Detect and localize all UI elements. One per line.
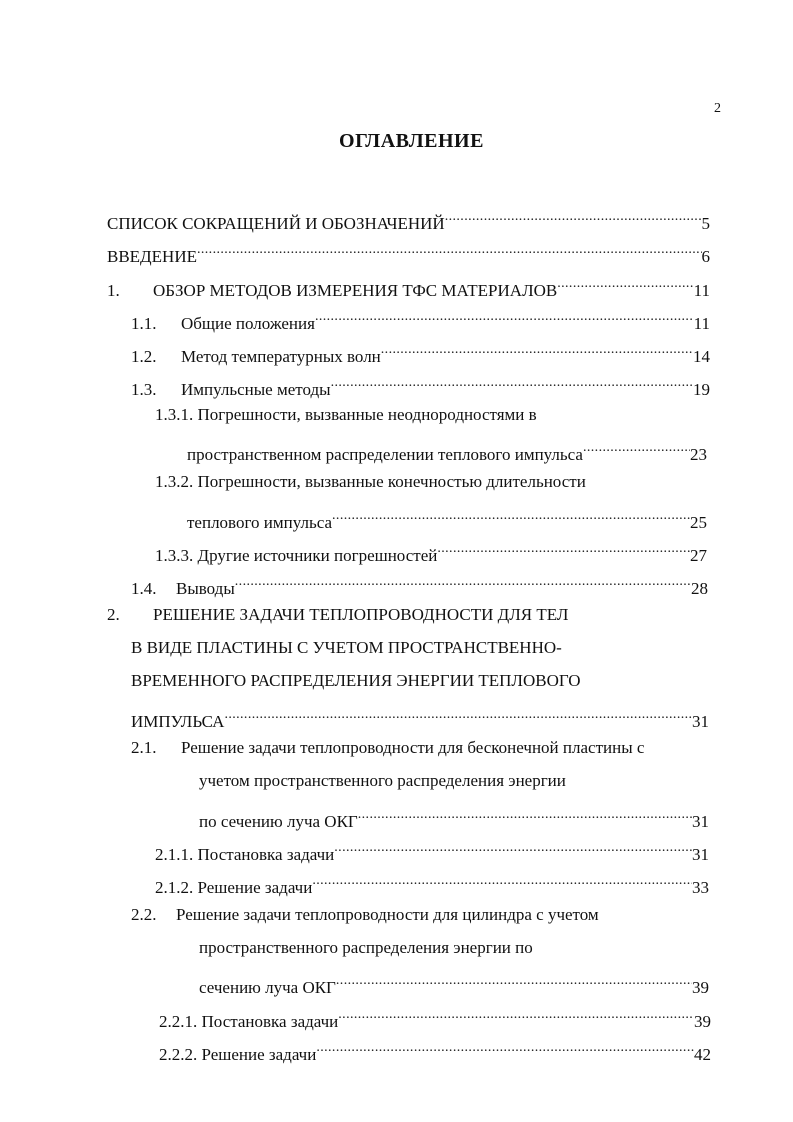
toc-entry-text: СПИСОК СОКРАЩЕНИЙ И ОБОЗНАЧЕНИЙ [107,214,445,233]
toc-entry-section-1-3-1[interactable] [187,436,707,464]
toc-page-number: 33 [692,878,709,897]
dot-leader [336,969,692,993]
toc-entry-text: теплового импульса [187,513,333,532]
toc-entry-text: ОБЗОР МЕТОДОВ ИЗМЕРЕНИЯ ТФС МАТЕРИАЛОВ [153,281,558,300]
toc-entry-text: Метод температурных волн [181,347,381,366]
toc-entry-text: ИМПУЛЬСА [131,712,225,731]
toc-entry-section-2-1-number: 2.1. [131,738,157,757]
toc-entry-section-2-2-2[interactable] [159,1036,711,1064]
toc-page-number: 6 [701,247,710,266]
dot-leader [358,803,692,827]
toc-page-number: 28 [691,579,708,598]
dot-leader [334,836,692,860]
dot-leader [224,703,692,727]
toc-entry-text: пространственном распределении теплового импульса [187,445,583,464]
toc-entry-text: 2.2.2. Решение задачи [159,1045,317,1064]
toc-entry-text: сечению луча ОКГ [199,978,336,997]
toc-entry-number: 1.4. [131,579,157,598]
dot-leader [557,272,693,296]
dot-leader [437,537,690,561]
toc-entry-section-2-2-1[interactable] [159,1003,711,1031]
toc-page-number: 23 [690,445,707,464]
dot-leader [197,238,702,262]
toc-entry-number: 1.1. [131,314,157,333]
toc-entry-section-2-1[interactable] [199,803,709,831]
toc-entry-section-1-3[interactable] [131,371,710,399]
toc-entry-text: 2.2.1. Постановка задачи [159,1012,339,1031]
toc-entry-text: по сечению луча ОКГ [199,812,358,831]
toc-page-number: 25 [690,513,707,532]
toc-page-number: 31 [692,712,709,731]
toc-entry-section-2-2-number: 2.2. [131,905,157,924]
dot-leader [316,1036,694,1060]
dot-leader [445,205,702,229]
toc-page-number: 14 [693,347,710,366]
toc-entry-chapter-2[interactable] [131,703,709,731]
dot-leader [381,338,693,362]
dot-leader [315,305,694,329]
toc-entry-number: 1.2. [131,347,157,366]
toc-page-number: 11 [693,314,710,333]
dot-leader [583,436,690,460]
toc-entry-chapter-2-line2[interactable]: В ВИДЕ ПЛАСТИНЫ С УЧЕТОМ ПРОСТРАНСТВЕННО- [131,638,562,657]
toc-entry-section-1-3-1-line1[interactable]: 1.3.1. Погрешности, вызванные неоднородностями в [155,405,537,424]
toc-entry-text: Общие положения [181,314,315,333]
toc-entry-number: 1.3. [131,380,157,399]
toc-entry-text: 1.3.3. Другие источники погрешностей [155,546,438,565]
toc-entry-section-1-4[interactable] [131,570,708,598]
toc-entry-text: 2.1.2. Решение задачи [155,878,313,897]
page-title: ОГЛАВЛЕНИЕ [339,130,484,152]
toc-entry-chapter-2-line3[interactable]: ВРЕМЕННОГО РАСПРЕДЕЛЕНИЯ ЭНЕРГИИ ТЕПЛОВОГО [131,671,581,690]
toc-page-number: 39 [694,1012,711,1031]
dot-leader [235,570,691,594]
toc-page-number: 42 [694,1045,711,1064]
toc-entry-number: 1. [107,281,120,300]
toc-page-number: 39 [692,978,709,997]
toc-entry-section-2-2[interactable] [199,969,709,997]
toc-entry-section-1-2[interactable] [131,338,710,366]
toc-entry-abbreviations[interactable] [107,205,710,233]
toc-entry-text: Импульсные методы [181,380,331,399]
toc-entry-section-2-2-line2[interactable]: пространственного распределения энергии по [199,938,533,957]
toc-entry-section-1-3-2[interactable] [187,504,707,532]
toc-entry-text: 2.1.1. Постановка задачи [155,845,335,864]
toc-entry-chapter-2-line1[interactable]: РЕШЕНИЕ ЗАДАЧИ ТЕПЛОПРОВОДНОСТИ ДЛЯ ТЕЛ [153,605,569,624]
toc-entry-section-2-1-line1[interactable]: Решение задачи теплопроводности для бесконечной пластины с [181,738,645,757]
toc-entry-section-2-1-2[interactable] [155,869,709,897]
dot-leader [332,504,690,528]
toc-page-number: 11 [693,281,710,300]
toc-page-number: 19 [693,380,710,399]
toc-entry-section-2-2-line1[interactable]: Решение задачи теплопроводности для цилиндра с учетом [176,905,599,924]
toc-entry-section-1-1[interactable] [131,305,710,333]
toc-entry-section-1-3-2-line1[interactable]: 1.3.2. Погрешности, вызванные конечностью длительности [155,472,586,491]
dot-leader [331,371,693,395]
toc-entry-chapter-1[interactable] [107,272,710,300]
toc-page-number: 31 [692,812,709,831]
page-number: 2 [714,101,721,116]
toc-entry-section-2-1-1[interactable] [155,836,709,864]
toc-entry-section-1-3-3[interactable] [155,537,707,565]
toc-page-number: 5 [701,214,710,233]
toc-entry-section-2-1-line2[interactable]: учетом пространственного распределения энергии [199,771,566,790]
toc-entry-text: Выводы [176,579,235,598]
toc-entry-text: ВВЕДЕНИЕ [107,247,197,266]
toc-entry-introduction[interactable] [107,238,710,266]
toc-entry-chapter-2-number: 2. [107,605,120,624]
toc-page-number: 31 [692,845,709,864]
dot-leader [338,1003,694,1027]
dot-leader [312,869,692,893]
toc-page-number: 27 [690,546,707,565]
